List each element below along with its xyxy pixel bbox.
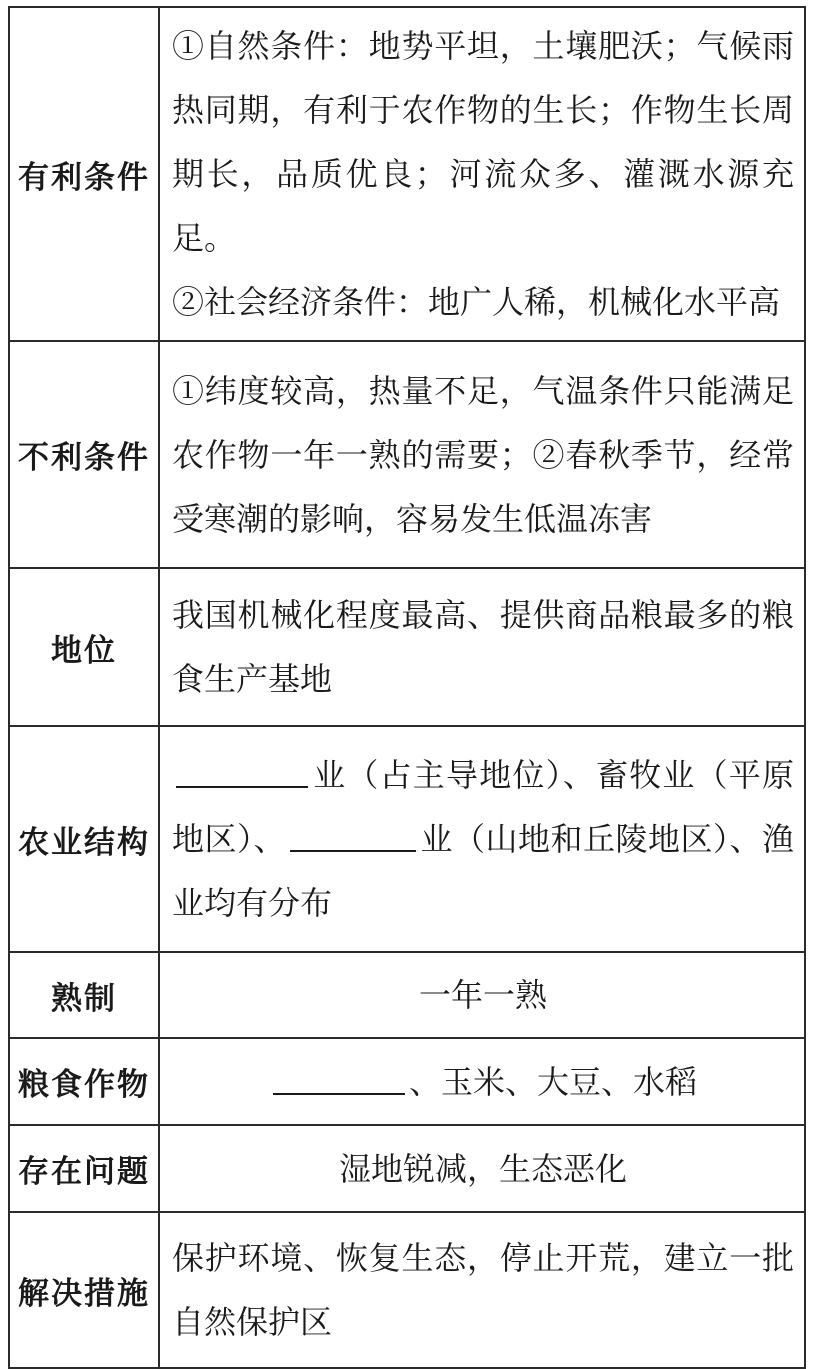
row-content: 我国机械化程度最高、提供商品粮最多的粮食生产基地 — [159, 568, 805, 726]
row-grain-crops — [9, 1038, 805, 1125]
row-label: 解决措施 — [9, 1212, 159, 1368]
row-content: ①纬度较高，热量不足，气温条件只能满足农作物一年一熟的需要；②春秋季节，经常受寒潮的影响，容易发生低温冻害 — [159, 341, 805, 568]
row-label: 存在问题 — [9, 1125, 159, 1212]
row-label: 熟制 — [9, 952, 159, 1038]
row-unfavorable-conditions — [9, 341, 805, 568]
fill-in-blank — [176, 756, 308, 788]
row-content: 保护环境、恢复生态，停止开荒，建立一批自然保护区 — [159, 1212, 805, 1368]
row-favorable-conditions — [9, 7, 805, 341]
row-content — [159, 1038, 805, 1125]
row-label: 有利条件 — [9, 7, 159, 341]
fill-in-blank — [273, 1063, 405, 1095]
row-solutions — [9, 1212, 805, 1368]
row-status — [9, 568, 805, 726]
structure-text-part2: 业（山地和丘陵地区）、渔业均有分布 — [172, 820, 794, 922]
row-content: 湿地锐减，生态恶化 — [159, 1125, 805, 1212]
structure-text-part1: 业（占主导地位）、畜牧业（平原地区）、 — [172, 756, 794, 858]
socioeconomic-conditions-text: ②社会经济条件：地广人稀，机械化水平高 — [172, 283, 781, 321]
row-label: 粮食作物 — [9, 1038, 159, 1125]
row-label: 不利条件 — [9, 341, 159, 568]
row-label: 农业结构 — [9, 726, 159, 952]
crops-text: 、玉米、大豆、水稻 — [408, 1062, 697, 1101]
row-cropping-system — [9, 952, 805, 1038]
agriculture-summary-table — [8, 6, 806, 1369]
row-content — [159, 7, 805, 341]
natural-conditions-text: ①自然条件：地势平坦，土壤肥沃；气候雨热同期，有利于农作物的生长；作物生长周期长，品质优良；河流众多、灌溉水源充足。 — [172, 27, 794, 257]
row-agricultural-structure — [9, 726, 805, 952]
row-existing-problems — [9, 1125, 805, 1212]
row-content — [159, 726, 805, 952]
row-label: 地位 — [9, 568, 159, 726]
row-content: 一年一熟 — [159, 952, 805, 1038]
fill-in-blank — [290, 820, 416, 852]
